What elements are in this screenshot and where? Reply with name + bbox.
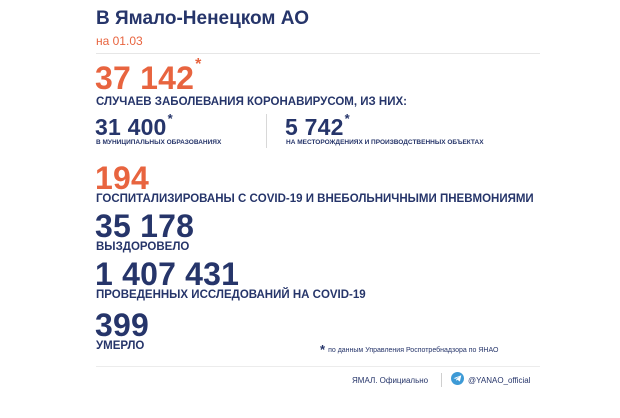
municipal-number: 31 400 <box>95 114 167 140</box>
fields-marker: * <box>344 111 350 126</box>
telegram-handle-link[interactable]: @YANAO_official <box>468 376 531 385</box>
fields-label: НА МЕСТОРОЖДЕНИЯХ И ПРОИЗВОДСТВЕННЫХ ОБЪЕКТАХ <box>286 139 484 146</box>
total-cases-number: 37 142 <box>95 60 195 96</box>
fields-number: 5 742 <box>285 114 344 140</box>
header-divider <box>96 53 540 54</box>
municipal-marker: * <box>167 111 173 126</box>
telegram-icon <box>451 372 464 385</box>
total-cases-label: СЛУЧАЕВ ЗАБОЛЕВАНИЯ КОРОНАВИРУСОМ, ИЗ НИХ: <box>96 96 407 108</box>
municipal-value <box>95 111 173 141</box>
recovered-value: 35 178 <box>95 208 195 244</box>
footnote <box>320 340 498 355</box>
deaths-value: 399 <box>95 307 149 343</box>
recovered-label: ВЫЗДОРОВЕЛО <box>96 241 190 253</box>
footnote-marker: * <box>320 342 326 357</box>
footer-separator <box>441 373 442 387</box>
hospitalized-value: 194 <box>95 160 149 196</box>
total-cases-value <box>95 56 202 97</box>
municipal-label: В МУНИЦИПАЛЬНЫХ ОБРАЗОВАНИЯХ <box>96 139 222 146</box>
deaths-label: УМЕРЛО <box>96 340 145 352</box>
footer-brand: ЯМАЛ. Официально <box>352 376 429 385</box>
column-divider <box>266 114 267 148</box>
hospitalized-label: ГОСПИТАЛИЗИРОВАНЫ С COVID-19 И ВНЕБОЛЬНИЧНЫМИ ПНЕВМОНИЯМИ <box>96 193 534 205</box>
fields-value <box>285 111 350 141</box>
footer-divider <box>96 366 540 367</box>
footnote-text: по данным Управления Роспотребнадзора по ЯНАО <box>328 347 499 354</box>
report-date: на 01.03 <box>96 34 143 48</box>
tests-value: 1 407 431 <box>95 256 240 292</box>
tests-label: ПРОВЕДЕННЫХ ИССЛЕДОВАНИЙ НА COVID-19 <box>96 289 366 301</box>
page-title: В Ямало-Ненецком АО <box>96 8 309 29</box>
total-cases-marker: * <box>195 56 202 73</box>
